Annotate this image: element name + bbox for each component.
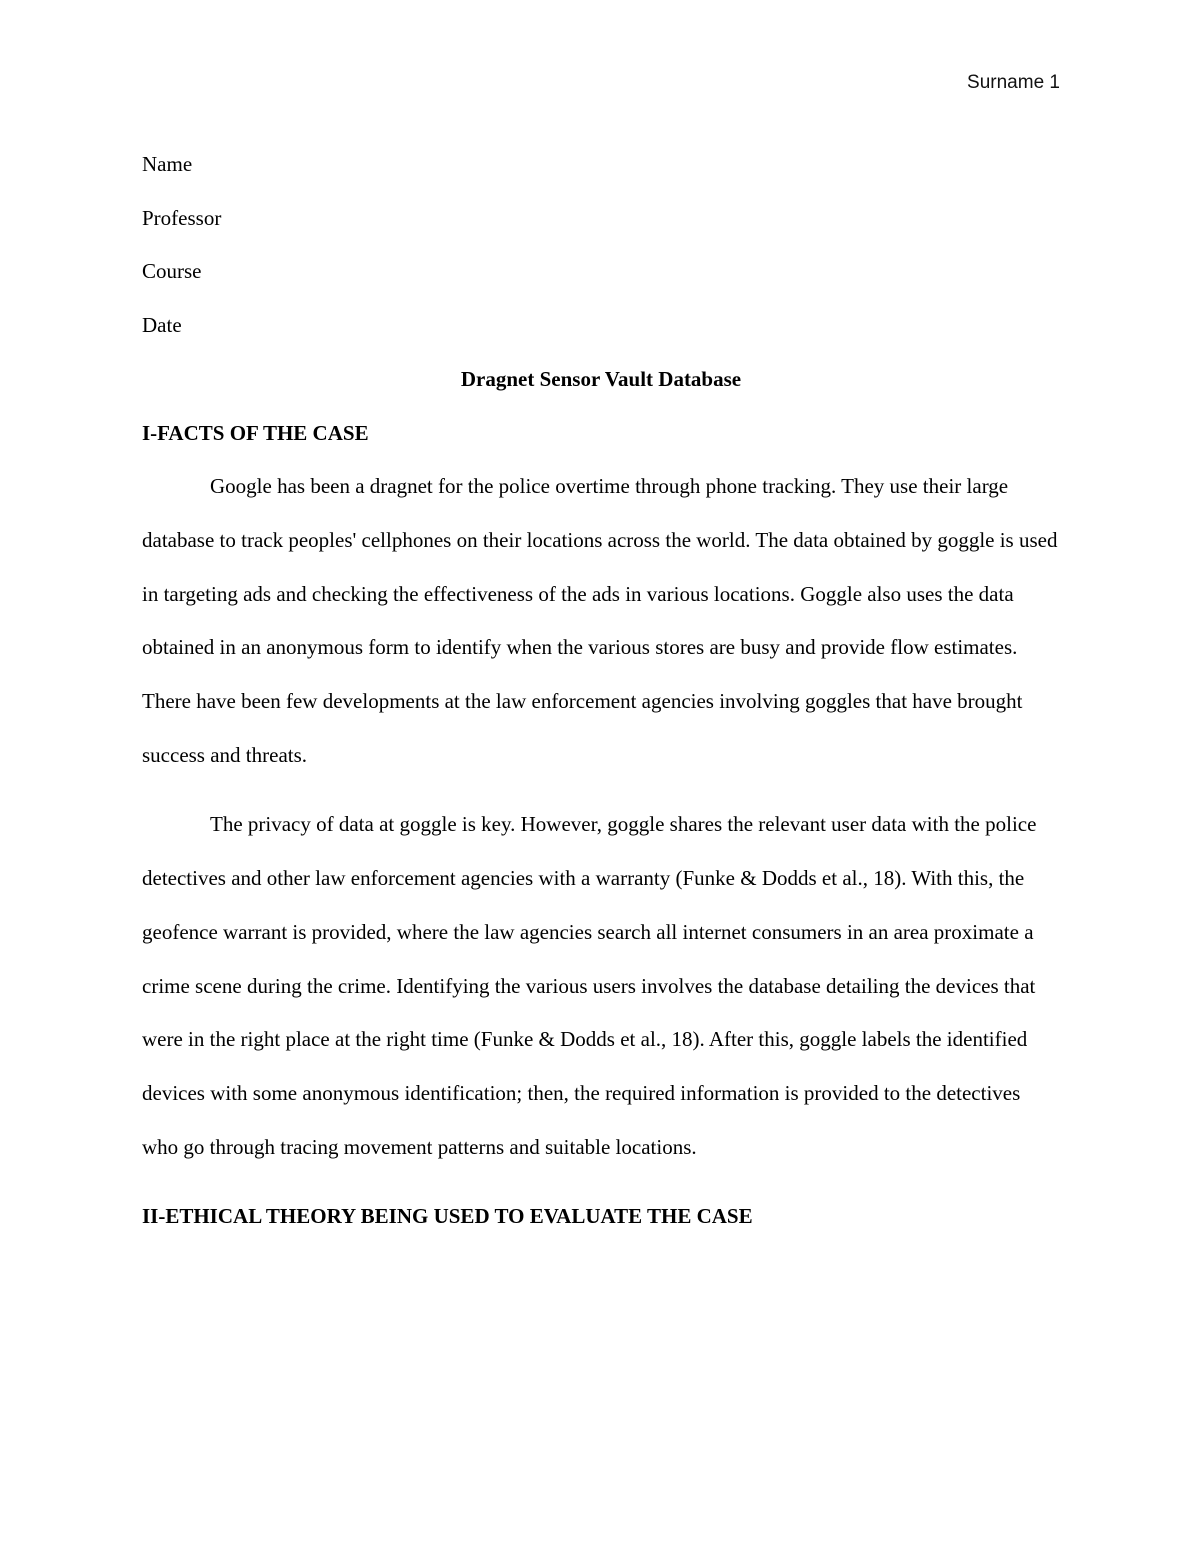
- document-title: Dragnet Sensor Vault Database: [460, 366, 742, 391]
- course-line: Course: [142, 259, 202, 284]
- document-body: [142, 138, 1060, 1244]
- section-heading-ethical-theory: II-ETHICAL THEORY BEING USED TO EVALUATE THE CASE: [142, 1204, 753, 1229]
- student-name-line: Name: [142, 152, 193, 176]
- paragraph-facts-1: Google has been a dragnet for the police overtime through phone tracking. They use their large database to track peoples' cellphones on their locations across the world. The data obtained by goggle is used in targeting ads and checking the effectiveness of the ads in various locations. Goggle also uses the data obtained in an anonymous form to identify when the various stores are busy and provide flow estimates. There have been few developments at the law enforcement agencies involving goggles that have brought success and threats.: [142, 474, 1058, 767]
- paragraph-facts-2: The privacy of data at goggle is key. However, goggle shares the relevant user data with the police detectives and other law enforcement agencies with a warranty (Funke & Dodds et al., 18). With this, the geofence warrant is provided, where the law agencies search all internet consumers in an area proximate a crime scene during the crime. Identifying the various users involves the database detailing the devices that were in the right place at the right time (Funke & Dodds et al., 18). After this, goggle labels the identified devices with some anonymous identification; then, the required information is provided to the detectives who go through tracing movement patterns and suitable locations.: [142, 812, 1037, 1159]
- professor-line: Professor: [142, 205, 222, 230]
- running-head: Surname 1: [967, 72, 1060, 93]
- date-line: Date: [142, 313, 182, 338]
- section-heading-facts: I-FACTS OF THE CASE: [142, 420, 369, 445]
